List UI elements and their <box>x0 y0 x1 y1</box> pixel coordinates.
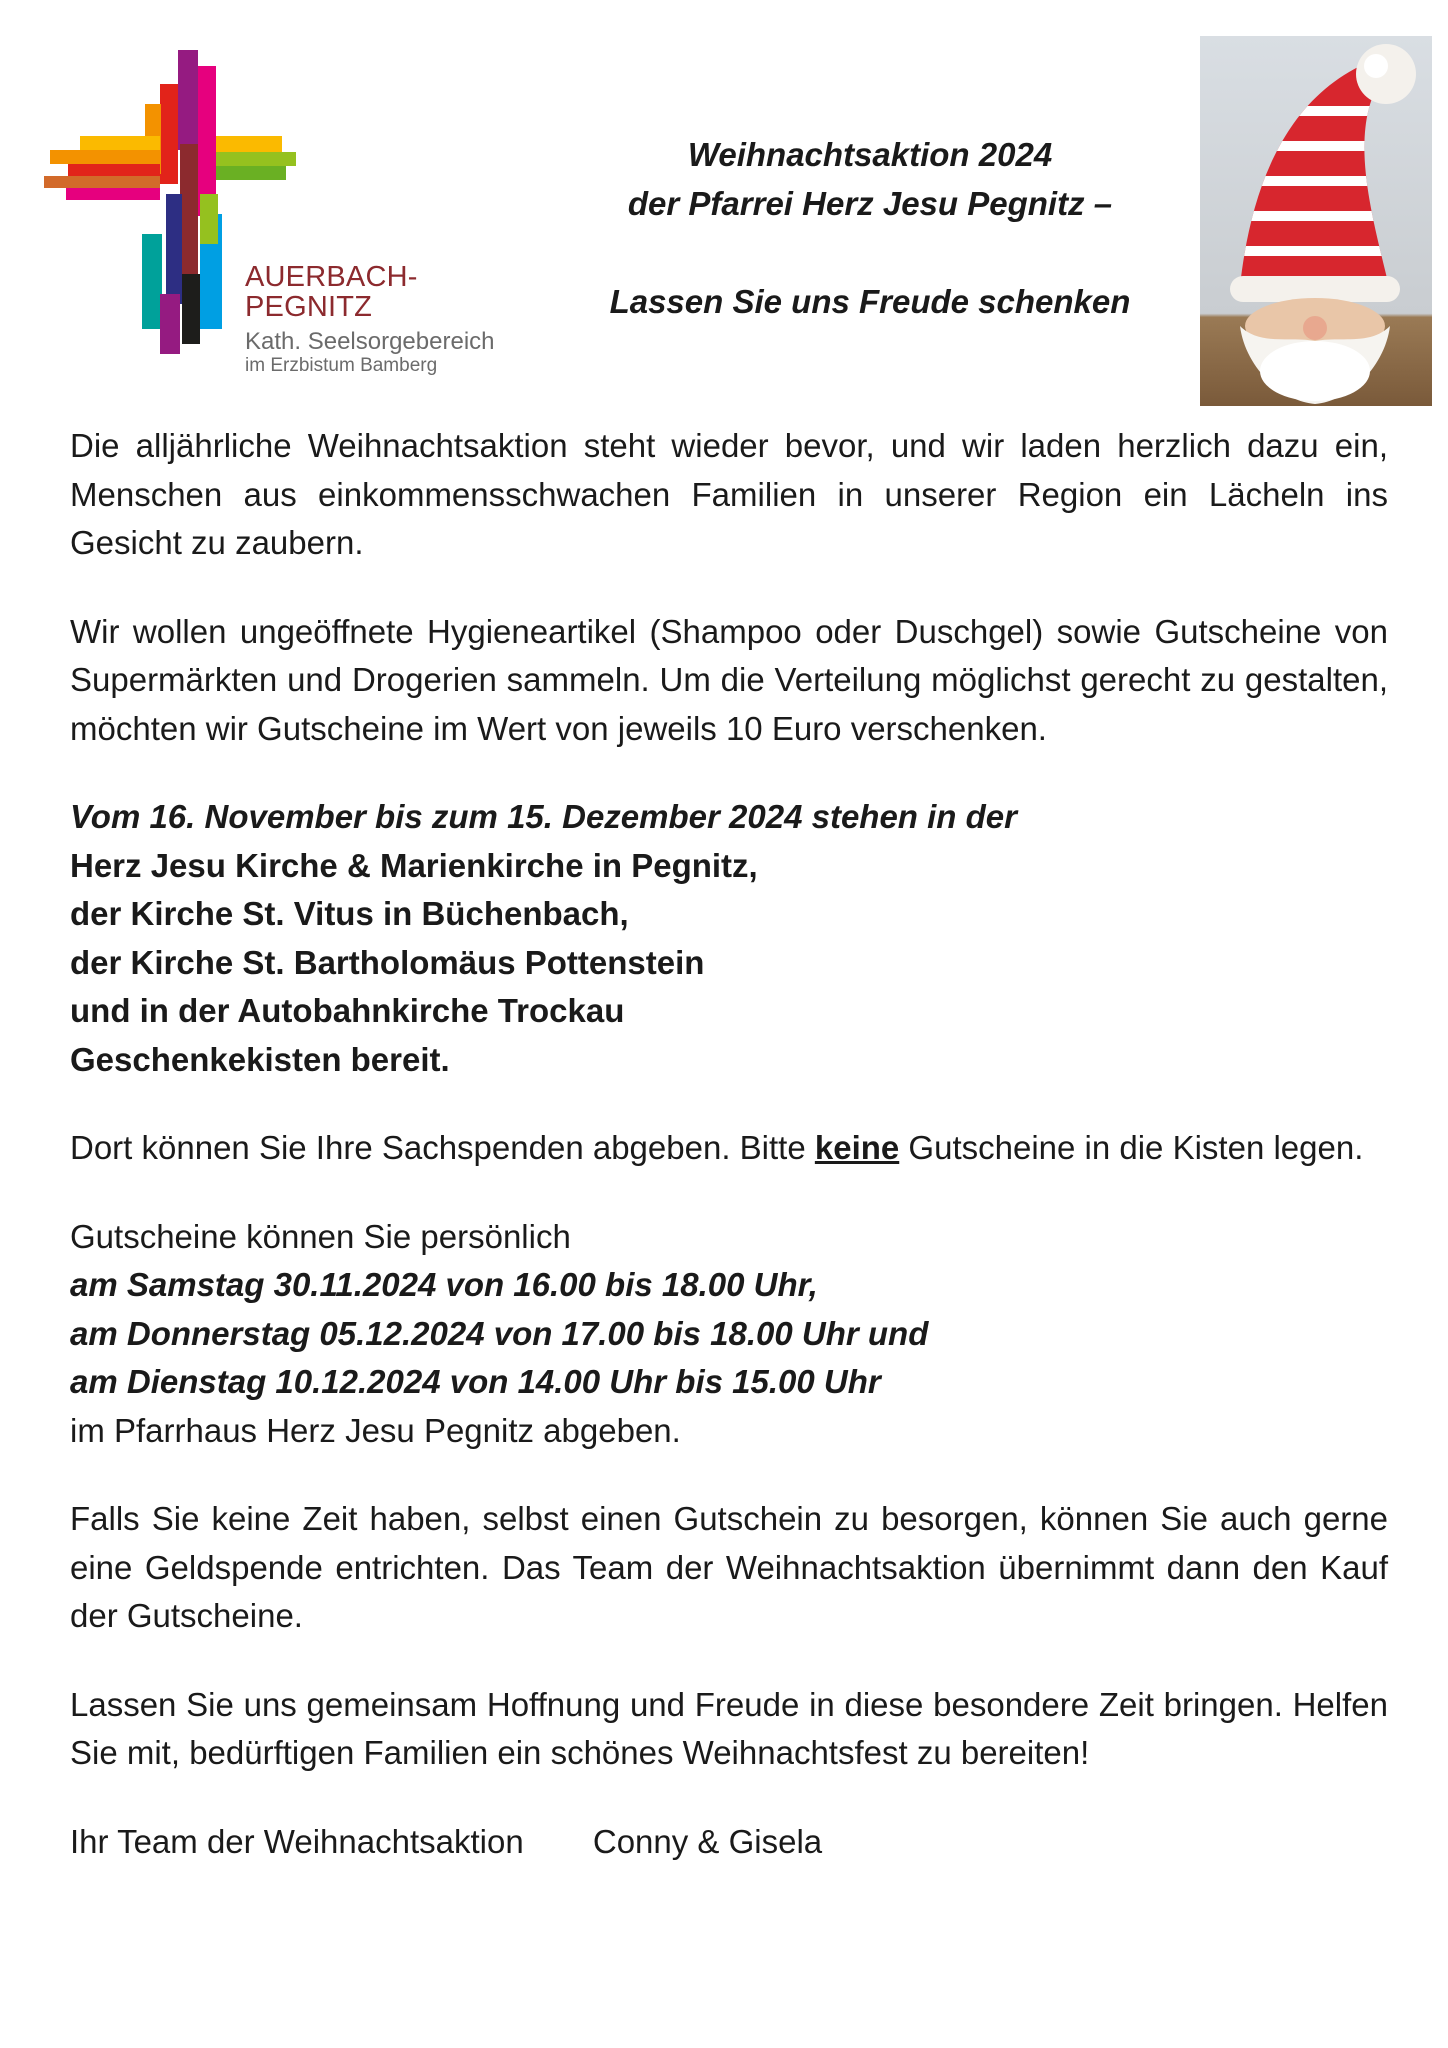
paragraph-vouchers <box>70 1213 1388 1456</box>
santa-gnome-image <box>1200 36 1432 406</box>
location-line: Herz Jesu Kirche & Marienkirche in Pegnitz, <box>70 846 758 884</box>
keine-emphasis: keine <box>814 1129 900 1166</box>
paragraph-donations: Wir wollen ungeöffnete Hygieneartikel (Shampoo oder Duschgel) sowie Gutscheine von Supermärkten und Drogerien sammeln. Um die Verteilung möglichst gerecht zu gestalten, möchten wir Gutscheine im Wert von jeweils 10 Euro verschenken. <box>70 612 1388 747</box>
paragraph-locations <box>70 793 1388 1084</box>
title-line-2: der Pfarrei Herz Jesu Pegnitz – <box>627 185 1113 222</box>
logo-name: AUERBACH-PEGNITZ <box>245 261 418 324</box>
paragraph-intro: Die alljährliche Weihnachtsaktion steht wieder bevor, und wir laden herzlich dazu ein, Menschen aus einkommensschwachen Familien in unserer Region ein Lächeln ins Gesicht zu zaubern. <box>70 427 1388 561</box>
logo-subtitle: Kath. Seelsorgebereich <box>245 327 495 355</box>
paragraph-money-donation: Falls Sie keine Zeit haben, selbst einen Gutschein zu besorgen, können Sie auch gerne eine Geldspende entrichten. Das Team der Weihnachtsaktion übernimmt dann den Kauf der Gutscheine. <box>70 1500 1388 1634</box>
signature-names: Conny & Gisela <box>592 1822 823 1860</box>
signature-team: Ihr Team der Weihnachtsaktion <box>70 1822 524 1860</box>
date-line: am Dienstag 10.12.2024 von 14.00 Uhr bis 15.00 Uhr <box>70 1363 881 1400</box>
document-title <box>560 130 1180 326</box>
paragraph-drop-off <box>70 1124 1388 1173</box>
title-line-3: Lassen Sie uns Freude schenken <box>609 283 1131 320</box>
title-line-1: Weihnachtsaktion 2024 <box>687 136 1053 173</box>
logo-subtitle-2: im Erzbistum Bamberg <box>245 355 438 377</box>
parish-logo <box>30 44 530 377</box>
letter-body <box>70 422 1388 1906</box>
drop-off-text-end: Gutscheine in die Kisten legen. <box>899 1129 1364 1166</box>
location-line: Geschenkekisten bereit. <box>70 1040 450 1078</box>
location-line: der Kirche St. Vitus in Büchenbach, <box>70 895 629 932</box>
location-line: und in der Autobahnkirche Trockau <box>70 992 625 1029</box>
paragraph-closing: Lassen Sie uns gemeinsam Hoffnung und Freude in diese besondere Zeit bringen. Helfen Sie mit, bedürftigen Familien ein schönes Weihnachtsfest zu bereiten! <box>70 1685 1388 1771</box>
location-line: der Kirche St. Bartholomäus Pottenstein <box>70 943 705 981</box>
vouchers-outro: im Pfarrhaus Herz Jesu Pegnitz abgeben. <box>70 1411 681 1449</box>
locations-intro: Vom 16. November bis zum 15. Dezember 2024 stehen in der <box>70 798 1017 835</box>
logo-text <box>245 262 530 376</box>
vouchers-intro: Gutscheine können Sie persönlich <box>70 1217 571 1255</box>
date-line: am Donnerstag 05.12.2024 von 17.00 bis 18.00 Uhr und <box>70 1314 929 1352</box>
drop-off-text: Dort können Sie Ihre Sachspenden abgeben. Bitte <box>70 1129 815 1166</box>
santa-gnome-icon <box>1200 36 1432 406</box>
signature <box>70 1818 1388 1867</box>
date-line: am Samstag 30.11.2024 von 16.00 bis 18.00 Uhr, <box>70 1266 818 1303</box>
